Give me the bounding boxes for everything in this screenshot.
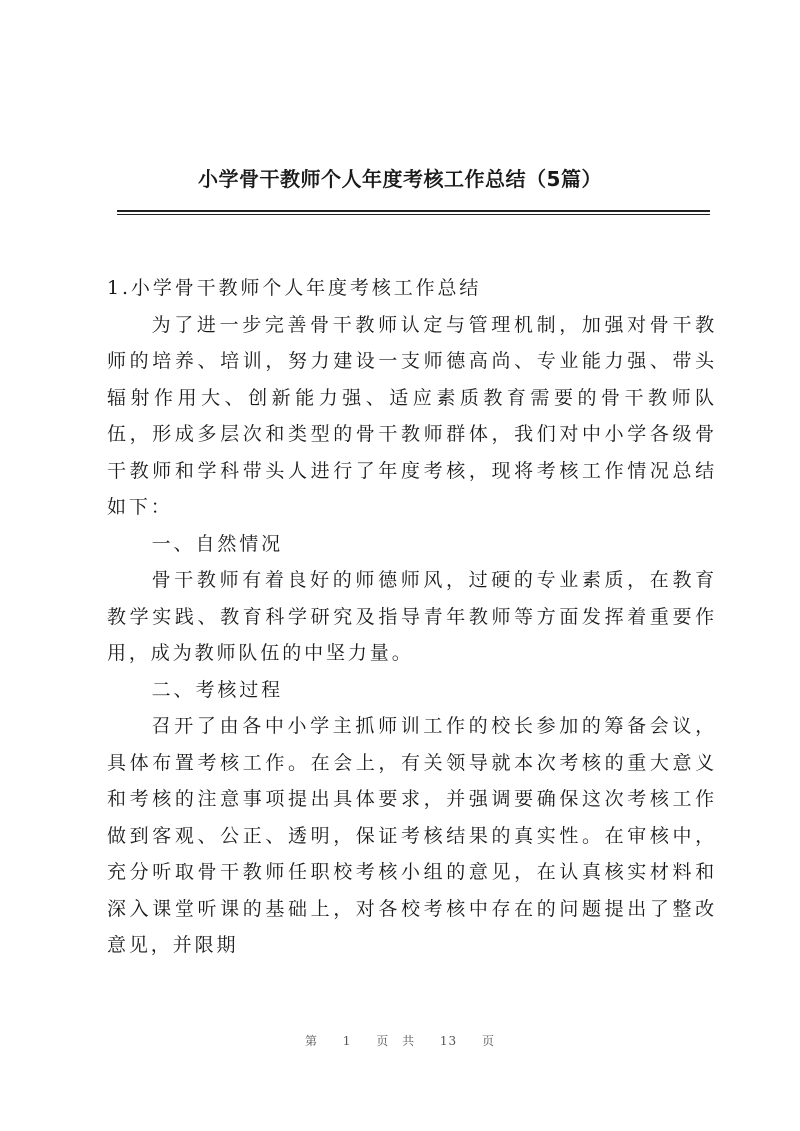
section-heading: 1.小学骨干教师个人年度考核工作总结 [107,277,482,299]
document-title: 小学骨干教师个人年度考核工作总结（5篇） [198,167,602,191]
body-paragraph-assessment-process: 召开了由各中小学主抓师训工作的校长参加的筹备会议，具体布置考核工作。在会上，有关领导就本次考核的重大意义和考核的注意事项提出具体要求，并强调要确保这次考核工作做到客观、公正、透明，保证考核结果的真实性。在审核中，充分听取骨干教师任职校考核小组的意见，在认真核实材料和深入课堂听课的基础上，对各校考核中存在的问题提出了整改意见，并限期 [107,715,717,956]
footer-suffix: 页 [482,1034,496,1048]
footer-page-number: 1 [342,1034,352,1048]
body-paragraph-intro: 为了进一步完善骨干教师认定与管理机制，加强对骨干教师的培养、培训，努力建设一支师德高尚、专业能力强、带头辐射作用大、创新能力强、适应素质教育需要的骨干教师队伍，形成多层次和类型的骨干教师群体，我们对中小学各级骨干教师和学科带头人进行了年度考核，现将考核工作情况总结如下： [107,313,717,518]
body-paragraph-natural-situation: 骨干教师有着良好的师德师风，过硬的专业素质，在教育教学实践、教育科学研究及指导青年教师等方面发挥着重要作用，成为教师队伍的中坚力量。 [107,569,717,664]
footer-page-total: 13 [439,1034,458,1048]
subheading-natural-situation: 一、自然情况 [151,532,284,555]
footer-mid: 页 共 [376,1034,416,1048]
title-underline-thick [117,210,710,212]
page-footer [0,1032,800,1049]
title-underline-thin [117,214,710,215]
subheading-assessment-process: 二、考核过程 [151,678,284,701]
footer-prefix: 第 [304,1034,318,1048]
document-body [107,270,717,964]
